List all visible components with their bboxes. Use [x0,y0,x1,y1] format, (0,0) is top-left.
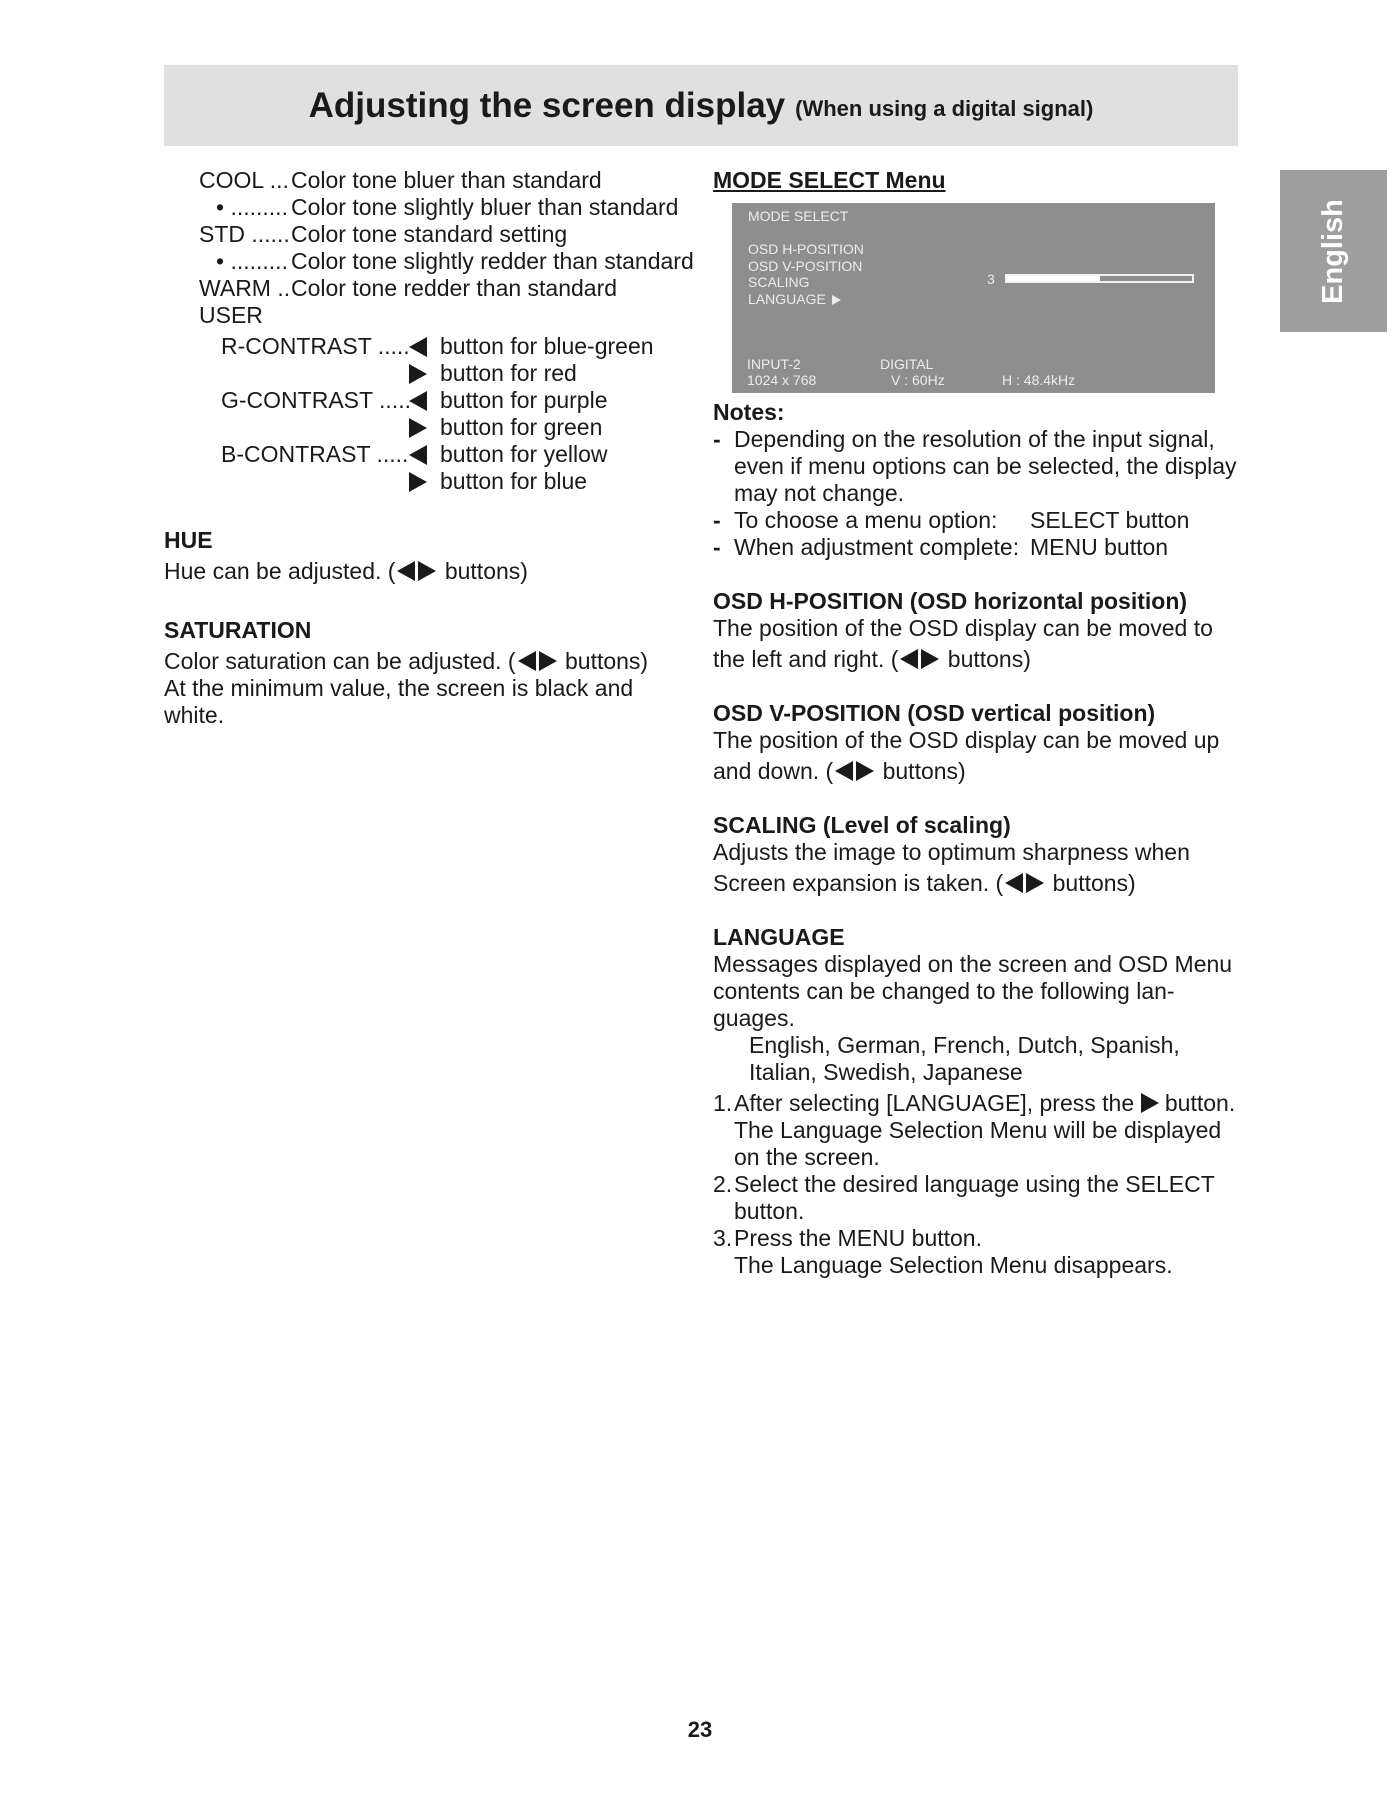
osd-heading: MODE SELECT [748,208,849,224]
notes-heading: Notes: [713,399,785,425]
contrast-right-text: button for red [440,360,577,386]
hue-heading: HUE [164,527,213,553]
left-right-arrows-icon [518,651,557,671]
osd-resolution: 1024 x 768 [747,372,817,388]
contrast-row [164,441,704,468]
left-column [164,167,704,729]
tone-desc: Color tone bluer than standard [291,167,602,193]
left-right-arrows-icon [900,649,939,669]
tone-row [164,194,704,221]
contrast-row [164,333,704,360]
left-right-arrows-icon [1005,873,1044,893]
osd-scaling-bar [1005,274,1194,283]
tone-row [164,221,704,248]
left-right-arrows-icon [835,761,874,781]
left-arrow-icon [409,445,427,465]
osd-h-section [713,588,1238,673]
osd-v-text: The position of the OSD display can be moved up [713,727,1220,753]
language-step: 1. After selecting [LANGUAGE], press the button. The Language Selection Menu will be displayed on the screen. [713,1090,1236,1170]
contrast-right-text: button for blue [440,468,588,494]
tone-row [164,275,704,302]
tone-row [164,248,704,275]
contrast-left-text: button for purple [440,387,608,413]
language-list: English, German, French, Dutch, Spanish, Italian, Swedish, Japanese [749,1032,1180,1085]
osd-mode-select-screen [732,203,1215,393]
scaling-heading: SCALING (Level of scaling) [713,812,1011,838]
tone-key: • ......... [216,248,288,274]
contrast-key: B-CONTRAST ..... [221,441,409,467]
osd-right-arrow-icon [832,295,841,305]
saturation-text: Color saturation can be adjusted. ( buttons) [164,648,649,674]
tone-key: • ......... [216,194,288,220]
left-arrow-icon [409,391,427,411]
right-arrow-icon [409,472,427,492]
osd-h-text2: the left and right. ( buttons) [713,646,1031,672]
osd-v-text2: and down. ( buttons) [713,758,966,784]
contrast-left-text: button for blue-green [440,333,654,359]
osd-hfreq: H : 48.4kHz [1002,372,1076,388]
right-column [713,167,1238,1279]
tone-key: WARM .. [199,275,291,301]
user-label: USER [199,302,263,328]
contrast-key: G-CONTRAST ..... [221,387,411,413]
tone-row [164,167,704,194]
osd-v-heading: OSD V-POSITION (OSD vertical position) [713,700,1156,726]
contrast-row [164,414,704,441]
scaling-text: Adjusts the image to optimum sharpness when [713,839,1190,865]
page-number: 23 [687,1717,713,1742]
tone-key: STD ...... [199,221,290,247]
contrast-row [164,468,704,495]
language-step: 2. Select the desired language using the SELECT button. [713,1171,1215,1224]
osd-h-heading: OSD H-POSITION (OSD horizontal position) [713,588,1188,614]
osd-menu-item: OSD V-POSITION [748,258,863,274]
language-section [713,924,1238,1279]
osd-menu-item: OSD H-POSITION [748,241,864,257]
tone-key: COOL ... [199,167,289,193]
osd-input: INPUT-2 [747,356,801,372]
hue-text: Hue can be adjusted. ( buttons) [164,558,528,584]
tone-desc: Color tone standard setting [291,221,568,247]
scaling-text2: Screen expansion is taken. ( buttons) [713,870,1136,896]
left-arrow-icon [409,337,427,357]
osd-scaling-bar-fill [1007,276,1100,281]
tone-desc: Color tone slightly bluer than standard [291,194,679,220]
tone-desc: Color tone slightly redder than standard [291,248,694,274]
language-tab-label: English [1316,198,1349,304]
page-header [164,65,1238,146]
color-tone-list [164,167,704,329]
osd-menu-item: SCALING [748,274,810,290]
saturation-heading: SATURATION [164,617,312,643]
osd-signal: DIGITAL [880,356,934,372]
hue-section [164,527,704,585]
page-subtitle: (When using a digital signal) [795,95,1094,121]
osd-v-section [713,700,1238,785]
contrast-list [164,333,704,495]
note-item: - Depending on the resolution of the input signal, even if menu options can be selected, the display may not change. [713,426,1237,506]
language-step: 3. Press the MENU button. The Language Selection Menu disappears. [713,1225,1173,1278]
note-item: - To choose a menu option: SELECT button [713,507,1190,533]
contrast-right-text: button for green [440,414,603,440]
right-arrow-icon [409,418,427,438]
language-tab [1280,170,1387,332]
mode-select-title: MODE SELECT Menu [713,167,946,193]
page-title: Adjusting the screen display [308,85,786,125]
osd-scaling-value: 3 [987,271,995,287]
contrast-row [164,387,704,414]
right-arrow-icon [1141,1093,1159,1113]
contrast-left-text: button for yellow [440,441,608,467]
right-arrow-icon [409,364,427,384]
contrast-key: R-CONTRAST ..... [221,333,410,359]
osd-h-text: The position of the OSD display can be moved to [713,615,1213,641]
contrast-row [164,360,704,387]
saturation-section [164,617,704,729]
scaling-section [713,812,1238,897]
language-heading: LANGUAGE [713,924,845,950]
tone-desc: Color tone redder than standard [291,275,618,301]
left-right-arrows-icon [397,561,436,581]
language-text: Messages displayed on the screen and OSD Menu contents can be changed to the following lan-guages. [713,951,1233,1031]
saturation-note: At the minimum value, the screen is black and white. [164,675,634,728]
osd-menu-item: LANGUAGE [748,291,841,308]
note-item: - When adjustment complete: MENU button [713,534,1169,560]
osd-vfreq: V : 60Hz [891,372,945,388]
